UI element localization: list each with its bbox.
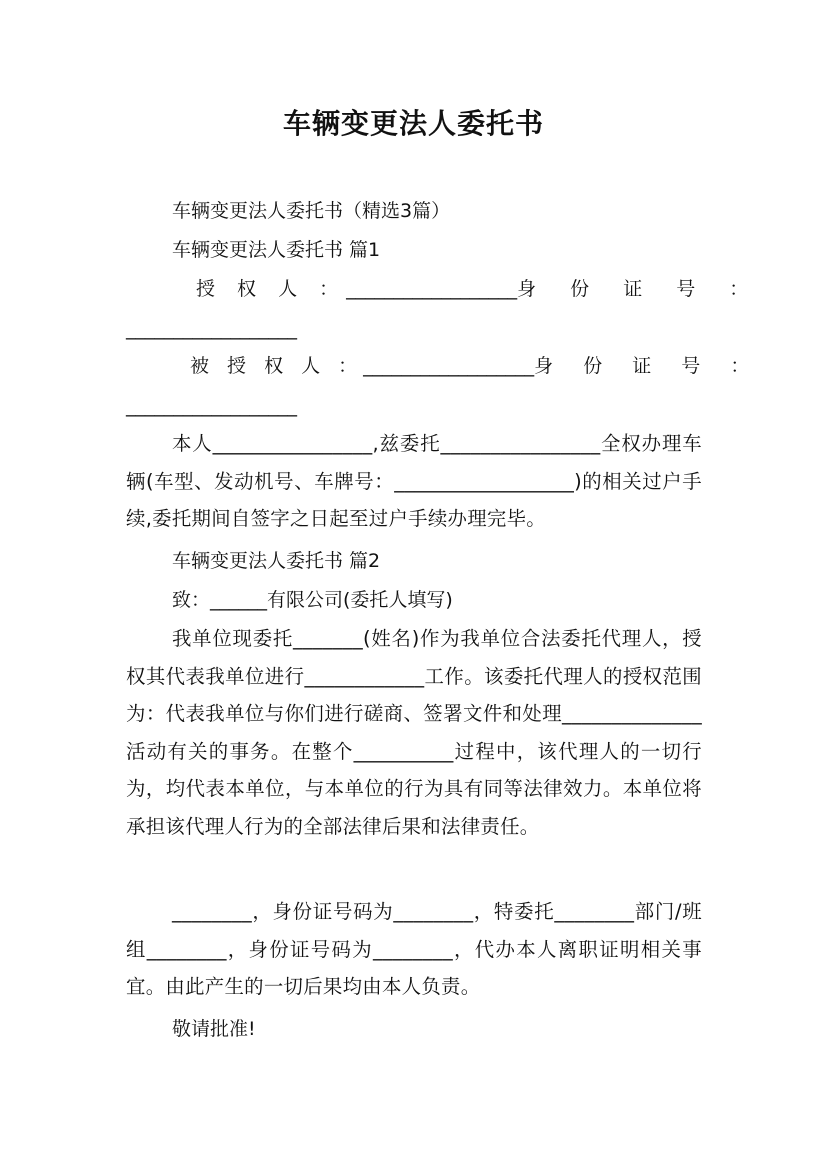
paragraph-3: ________，身份证号码为________，特委托________部门/班组________，身份证号码为________，代办本人离职证明相关事宜。由此产生的一切后果均由本人负责。 [126, 900, 702, 998]
document-title: 车辆变更法人委托书 [282, 107, 544, 140]
grantor-label: 授 权 人 ： [196, 278, 347, 300]
to-line: 致：______有限公司(委托人填写) [172, 589, 453, 611]
section2-heading: 车辆变更法人委托书 篇2 [172, 550, 381, 572]
grantor-id-label: 身 份 证 号 ： [517, 278, 763, 300]
closing-line: 敬请批准! [172, 1018, 256, 1040]
paragraph-1: 本人________________,兹委托________________全权办理车辆(车型、发动机号、车牌号：__________________)的相关过户手续,委托期间自签字之日起至过户手续办理完毕。 [126, 432, 702, 530]
grantee-line [190, 347, 762, 385]
section1-heading: 车辆变更法人委托书 篇1 [172, 239, 381, 261]
grantee-id-blank: __________________ [126, 395, 297, 417]
grantee-name-blank: __________________ [363, 355, 535, 377]
document-subtitle: 车辆变更法人委托书（精选3篇） [172, 200, 451, 222]
grantor-name-blank: __________________ [346, 278, 518, 300]
paragraph-2: 我单位现委托_______(姓名)作为我单位合法委托代理人，授权其代表我单位进行____________工作。该委托代理人的授权范围为：代表我单位与你们进行磋商、签署文件和处理______________活动有关的事务。在整个__________过程中，该代理人的一切行为，均代表本单位，与本单位的行为具有同等法律效力。本单位将承担该代理人行为的全部法律后果和法律责任。 [126, 627, 702, 838]
grantee-id-label: 身 份 证 号 ： [534, 355, 762, 377]
grantee-label: 被 授 权 人 ： [190, 355, 364, 377]
grantor-id-blank: __________________ [126, 318, 297, 340]
grantor-line [196, 270, 763, 308]
